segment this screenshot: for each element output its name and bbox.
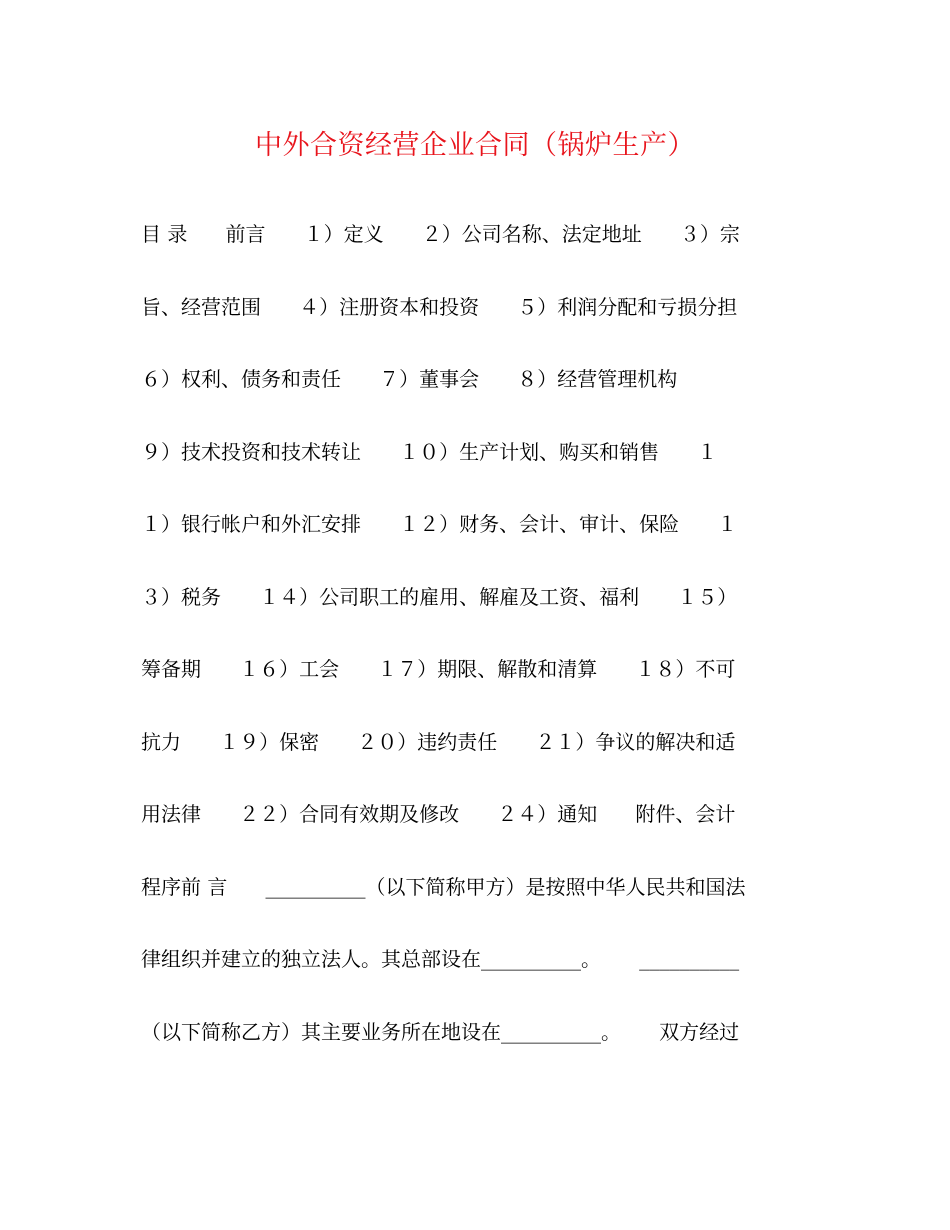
text-line: １）银行帐户和外汇安排 １２）财务、会计、审计、保险 １ [141, 512, 738, 536]
text-line: 程序前 言 __________（以下简称甲方）是按照中华人民共和国法 [141, 874, 746, 899]
text-line: ９）技术投资和技术转让 １０）生产计划、购买和销售 １ [141, 439, 718, 464]
text-line: （以下简称乙方）其主要业务所在地设在__________。 双方经过 [141, 1019, 740, 1044]
text-line: 目 录 前言 １）定义 ２）公司名称、法定地址 ３）宗 [141, 222, 740, 246]
text-line: 抗力 １９）保密 ２０）违约责任 ２１）争议的解决和适 [141, 729, 736, 754]
text-line: ６）权利、债务和责任 ７）董事会 ８）经营管理机构 [141, 367, 678, 391]
text-line: 旨、经营范围 ４）注册资本和投资 ５）利润分配和亏损分担 [141, 294, 738, 319]
document-body [141, 214, 801, 1084]
text-line: 筹备期 １６）工会 １７）期限、解散和清算 １８）不可 [141, 657, 736, 681]
text-line: 律组织并建立的独立法人。其总部设在__________。 __________ [141, 947, 740, 971]
text-line: 用法律 ２２）合同有效期及修改 ２４）通知 附件、会计 [141, 802, 736, 826]
text-line: ３）税务 １４）公司职工的雇用、解雇及工资、福利 １５） [141, 584, 738, 609]
document-title: 中外合资经营企业合同（锅炉生产） [255, 130, 695, 161]
